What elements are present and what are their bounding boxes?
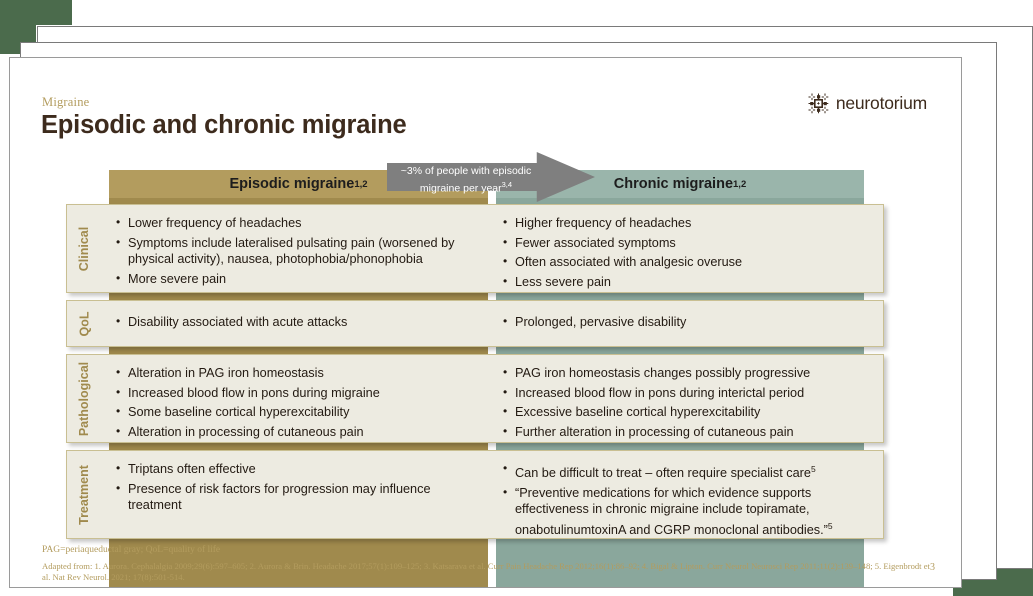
arrow-line-1: ~3% of people with episodic xyxy=(400,165,532,177)
slide-eyebrow: Migraine xyxy=(42,95,90,109)
row-label-clinical-text: Clinical xyxy=(77,226,91,271)
cell-clinical-chronic xyxy=(492,205,875,292)
table-row-pathological xyxy=(66,354,884,443)
bullet-list xyxy=(115,365,482,440)
bullet-list xyxy=(115,314,482,331)
list-item: • Alteration in processing of cutaneous pain xyxy=(115,424,482,441)
cell-treatment-chronic xyxy=(492,451,875,538)
list-item: • Less severe pain xyxy=(502,274,867,291)
column-header-chronic-refs: 1,2 xyxy=(733,178,747,190)
brand-logo xyxy=(808,93,927,114)
list-item: • Excessive baseline cortical hyperexcitability xyxy=(502,404,867,421)
progression-arrow xyxy=(387,152,595,202)
list-item: • Some baseline cortical hyperexcitability xyxy=(115,404,482,421)
list-item xyxy=(502,485,867,539)
table-row-treatment xyxy=(66,450,884,539)
list-item: • Higher frequency of headaches xyxy=(502,215,867,232)
bullet-list xyxy=(502,461,867,538)
table-row-qol xyxy=(66,300,884,347)
page-number: 3 xyxy=(930,562,935,573)
list-item: • Presence of risk factors for progression may influence treatment xyxy=(115,481,482,514)
bullet-list xyxy=(115,461,482,514)
row-label-qol-text: QoL xyxy=(77,311,91,336)
bullet-list xyxy=(502,365,867,440)
list-item: • PAG iron homeostasis changes possibly progressive xyxy=(502,365,867,382)
list-item: • Increased blood flow in pons during migraine xyxy=(115,385,482,402)
row-label-treatment-text: Treatment xyxy=(77,464,91,525)
table-row-clinical xyxy=(66,204,884,293)
cell-qol-episodic xyxy=(105,301,492,346)
list-item-text: “Preventive medications for which evidence supports effectiveness in chronic migraine include topiramate, onabotulinumtoxinA and CGRP monoclonal antibodies.” xyxy=(514,485,828,537)
row-label-pathological xyxy=(67,355,101,442)
bullet-list xyxy=(502,314,867,331)
column-header-chronic-label: Chronic migraine xyxy=(613,176,734,192)
progression-arrow-label xyxy=(393,165,539,196)
list-item-ref: 5 xyxy=(810,464,816,474)
cell-qol-chronic xyxy=(492,301,875,346)
citation-list: Adapted from: 1. Aurora. Cephalalgia 2009;29(6):597–605; 2. Aurora & Brin. Headache 2017;57(1):109–125; 3. Katsarava et al. Curr Pain Headache Rep 2012;16(1):86–92; 4. Bigal & Lipton. Curr Neurol Neurosci Rep 2011;11(2):139–148; 5. Eigenbrodt et al. Nat Rev Neurol. 2021; 17(8):501-514. xyxy=(42,561,930,582)
list-item: • Prolonged, pervasive disability xyxy=(502,314,867,331)
row-label-pathological-text: Pathological xyxy=(77,361,92,436)
list-item: • Further alteration in processing of cutaneous pain xyxy=(502,424,867,441)
slide-card-front xyxy=(9,57,962,588)
column-header-episodic-refs: 1,2 xyxy=(354,178,368,190)
row-label-qol xyxy=(67,301,101,346)
bullet-list xyxy=(502,215,867,290)
page-title: Episodic and chronic migraine xyxy=(41,111,407,139)
list-item: • Often associated with analgesic overuse xyxy=(502,254,867,271)
cell-pathological-episodic xyxy=(105,355,492,442)
cell-pathological-chronic xyxy=(492,355,875,442)
list-item-ref: 5 xyxy=(827,520,833,531)
bullet-list xyxy=(115,215,482,287)
row-label-clinical xyxy=(67,205,101,292)
arrow-refs: 3,4 xyxy=(501,180,513,189)
abbreviations-note: PAG=periaqueductal gray; QoL=quality of life xyxy=(42,545,221,555)
list-item: • Fewer associated symptoms xyxy=(502,235,867,252)
list-item: • Alteration in PAG iron homeostasis xyxy=(115,365,482,382)
list-item xyxy=(502,461,867,482)
brand-name: neurotorium xyxy=(835,93,927,113)
cell-treatment-episodic xyxy=(105,451,492,538)
cell-clinical-episodic xyxy=(105,205,492,292)
arrow-line-2: migraine per year xyxy=(419,182,502,195)
list-item: • Symptoms include lateralised pulsating pain (worsened by physical activity), nausea, photophobia/phonophobia xyxy=(115,235,482,268)
list-item: • Increased blood flow in pons during interictal period xyxy=(502,385,867,402)
list-item: • More severe pain xyxy=(115,271,482,288)
list-item-text: Can be difficult to treat – often require specialist care xyxy=(514,466,811,481)
list-item: • Disability associated with acute attacks xyxy=(115,314,482,331)
list-item: • Triptans often effective xyxy=(115,461,482,478)
list-item: • Lower frequency of headaches xyxy=(115,215,482,232)
row-label-treatment xyxy=(67,451,101,538)
neurotorium-grid-icon xyxy=(808,93,829,114)
column-header-episodic-label: Episodic migraine xyxy=(229,176,355,192)
